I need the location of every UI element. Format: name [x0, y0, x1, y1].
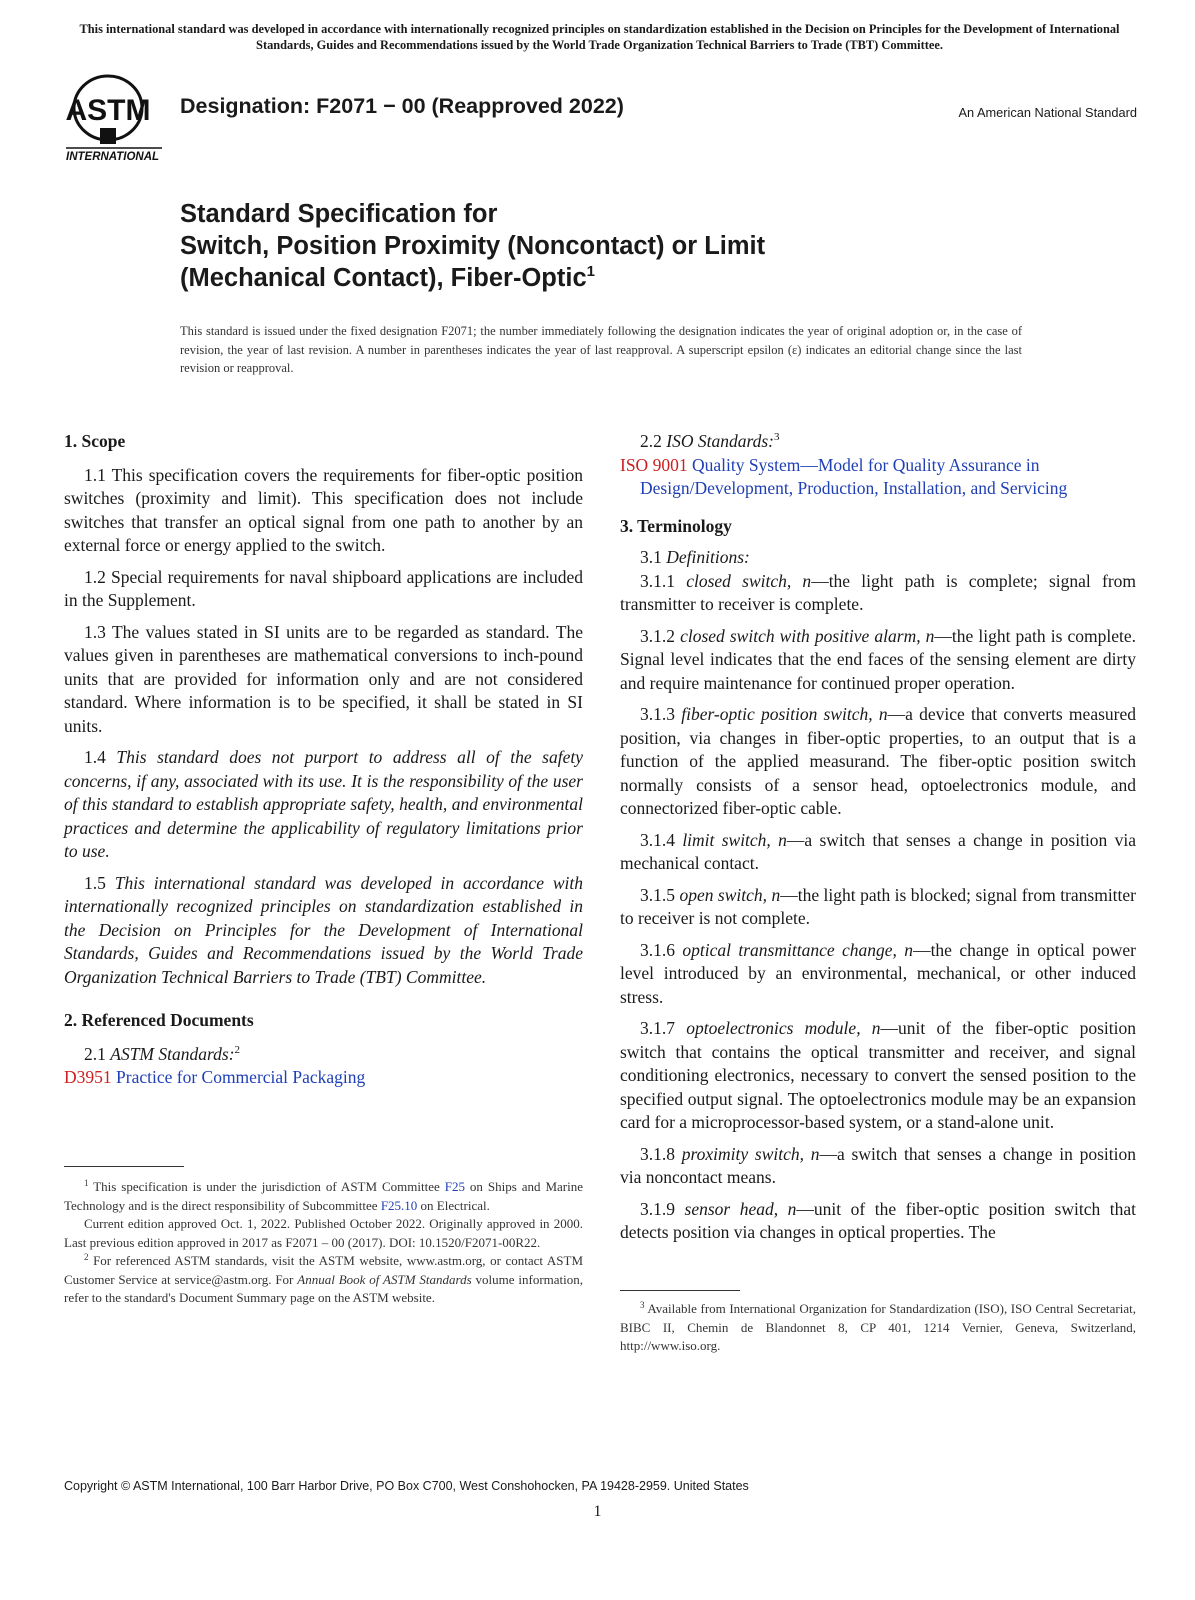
left-column: [64, 430, 583, 1098]
footnote-3: $^3$ Available from International Organization for Standardization (ISO), ISO Central Secretariat, BIBC II, Chemin de Blandonnet 8, CP 401, 1214 Vernier, Geneva, Switzerland, http://www.iso.org.: [620, 1300, 1136, 1353]
ref-iso9001-code[interactable]: ISO 9001: [620, 454, 688, 475]
footnotes-left: [64, 1178, 583, 1308]
title-line-1: Standard Specification for: [180, 200, 498, 228]
title-footnote-marker: 1: [586, 263, 595, 280]
scope-1-4: 1.4 This standard does not purport to address all of the safety concerns, if any, associated with its use. It is the responsibility of the user of this standard to establish appropriate safety, health, and environmental practices and determine the applicability of regulatory limitations prior to use.: [64, 747, 584, 861]
terminology-heading: 3. Terminology: [620, 515, 732, 536]
ref-iso9001-title[interactable]: Quality System—Model for Quality Assurance in Design/Development, Production, Installation, and Servicing: [640, 454, 1068, 498]
definition-item: 3.1.4 limit switch, n—a switch that senses a change in position via mechanical contact.: [620, 829, 1136, 873]
f25-10-link[interactable]: F25.10: [380, 1197, 418, 1213]
definitions-label: 3.1 Definitions:: [640, 547, 750, 567]
logo-sub: INTERNATIONAL: [66, 151, 160, 163]
footnote-2: $^2$ For referenced ASTM standards, visit the ASTM website, www.astm.org, or contact ASTM Customer Service at service@astm.org. For Annual Book of ASTM Standards volume information, refer to the standard's Document Summary page on the ASTM website.: [64, 1252, 584, 1305]
ref-iso9001[interactable]: [620, 454, 1136, 501]
footnotes-right: [620, 1300, 1136, 1356]
definition-item: 3.1.2 closed switch with positive alarm, n—the light path is complete. Signal level indicates that the end faces of the sensing element are dirty and require maintenance for continued proper operation.: [620, 625, 1136, 693]
footnote-rule-right: [620, 1290, 740, 1291]
scope-1-2: 1.2 Special requirements for naval shipboard applications are included in the Supplement.: [64, 566, 583, 610]
ref-d3951-code[interactable]: D3951: [64, 1067, 112, 1087]
definition-item: 3.1.5 open switch, n—the light path is blocked; signal from transmitter to receiver is not complete.: [620, 884, 1137, 928]
definition-item: 3.1.1 closed switch, n—the light path is complete; signal from transmitter to receiver is complete.: [620, 570, 1137, 614]
scope-heading: 1. Scope: [64, 431, 126, 451]
astm-logo: [62, 70, 170, 166]
scope-1-3: 1.3 The values stated in SI units are to be regarded as standard. The values given in parentheses are mathematical conversions to inch-pound units that are provided for information only and are not considered standard. Where information is to be specified, it shall be stated in SI units.: [64, 621, 583, 736]
page-number: 1: [593, 1503, 602, 1520]
title-line-3: (Mechanical Contact), Fiber-Optic$^1$: [180, 263, 595, 292]
designation: Designation: F2071 − 00 (Reapproved 2022): [180, 94, 624, 118]
top-notice: This international standard was developed in accordance with internationally recognized principles on standardization established in the Decision on Principles for the Development of International Standards, Guides and Recommendations issued by the World Trade Organization Technical Barriers to Trade (TBT) Committee.: [79, 22, 1120, 52]
definition-item: 3.1.3 fiber-optic position switch, n—a device that converts measured position, via changes in fiber-optic properties, to an output that is a function of the applied measurand. The fiber-optic position switch normally consists of a sensor head, optoelectronics module, and connectorized fiber-optic cable.: [620, 704, 1136, 818]
footnote-rule-left: [64, 1166, 184, 1167]
ref-d3951[interactable]: [64, 1066, 583, 1090]
definition-item: 3.1.9 sensor head, n—unit of the fiber-optic position switch that detects position via changes in optical properties. The: [620, 1198, 1136, 1242]
logo-text: ASTM: [65, 94, 151, 127]
refdocs-heading: 2. Referenced Documents: [64, 1010, 254, 1030]
issued-note: This standard is issued under the fixed designation F2071; the number immediately following the designation indicates the year of original adoption or, in the case of revision, the year of last revision. A number in parentheses indicates the year of last reapproval. A superscript epsilon (ε) indicates an editorial change since the last revision or reapproval.: [180, 324, 1022, 375]
footnote-edition: Current edition approved Oct. 1, 2022. Published October 2022. Originally approved in 2000. Last previous edition approved in 2017 as F2071 – 00 (2017). DOI: 10.1520/F2071-00R22.: [64, 1216, 583, 1250]
scope-1-1: 1.1 This specification covers the requirements for fiber-optic position switches (proximity and limit). This specification does not include switches that transfer an optical signal from one path to another by an external force or energy applied to the switch.: [64, 464, 583, 555]
right-column: [620, 430, 1136, 1253]
astm-logo-icon: [62, 70, 170, 166]
footnote-1: $^1$ This specification is under the jurisdiction of ASTM Committee F25 on Ships and Marine Technology and is the direct responsibility of Subcommittee F25.10 on Electrical.: [64, 1178, 584, 1213]
definition-item: 3.1.7 optoelectronics module, n—unit of the fiber-optic position switch that contains the optical transmitter and receiver, and signal conditioning electronics, necessary to convert the sensed position to the specified output signal. The optoelectronics module may be an expansion card for a microprocessor-based system, or a stand-alone unit.: [620, 1018, 1136, 1132]
definition-item: 3.1.6 optical transmittance change, n—the change in optical power level introduced by an environmental, mechanical, or other induced stress.: [620, 939, 1136, 1007]
document-title: [180, 198, 765, 294]
ref-d3951-title[interactable]: Practice for Commercial Packaging: [116, 1067, 366, 1087]
american-national-standard: An American National Standard: [958, 105, 1137, 120]
copyright: Copyright © ASTM International, 100 Barr Harbor Drive, PO Box C700, West Conshohocken, PA 19428-2959. United States: [64, 1479, 749, 1493]
title-line-2: Switch, Position Proximity (Noncontact) or Limit: [180, 232, 766, 260]
scope-1-5: 1.5 This international standard was developed in accordance with internationally recognized principles on standardization established in the Decision on Principles for the Development of International Standards, Guides and Recommendations issued by the World Trade Organization Technical Barriers to Trade (TBT) Committee.: [64, 872, 584, 987]
iso-standards-label: 2.2 ISO Standards:$^3$: [640, 431, 780, 451]
definition-item: 3.1.8 proximity switch, n—a switch that senses a change in position via noncontact means.: [620, 1143, 1136, 1187]
astm-standards-label: 2.1 ASTM Standards:$^2$: [84, 1043, 241, 1064]
f25-link[interactable]: F25: [444, 1179, 465, 1194]
